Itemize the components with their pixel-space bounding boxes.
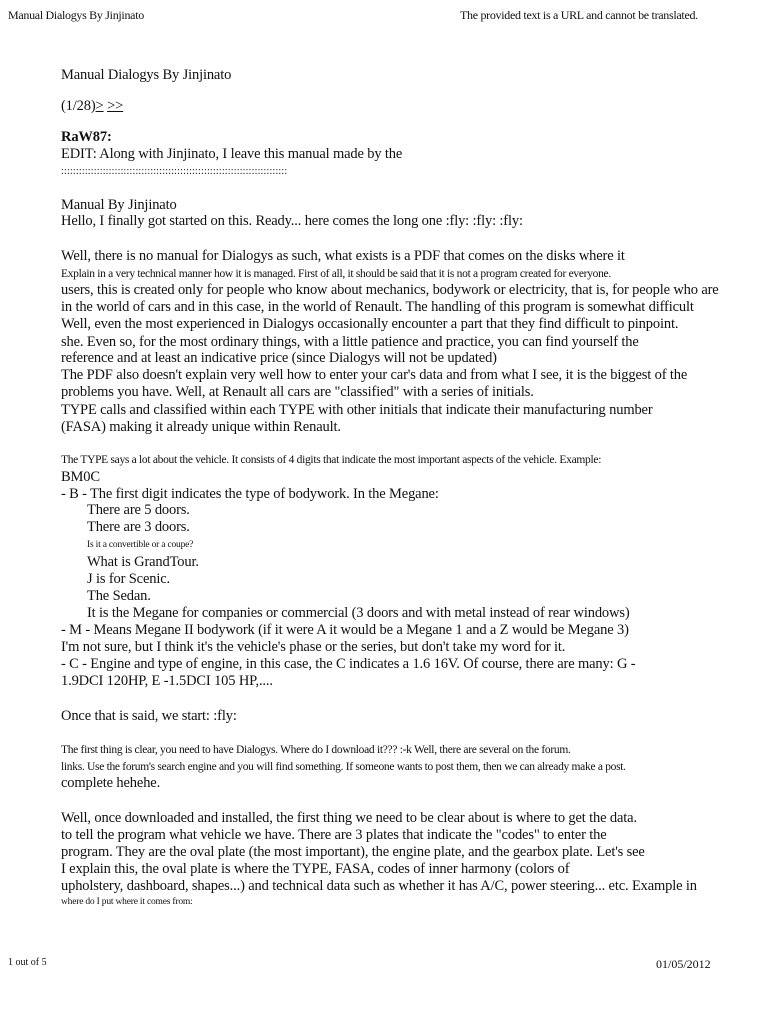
- start-line: Once that is said, we start: :fly:: [61, 708, 237, 724]
- plates-line: Well, once downloaded and installed, the first thing we need to be clear about is where to get the data.: [61, 810, 637, 826]
- footer-page-count: 1 out of 5: [8, 957, 47, 968]
- download-line: complete hehehe.: [61, 775, 161, 791]
- paragraph-line: TYPE calls and classified within each TYPE with other initials that indicate their manufacturing number: [61, 402, 653, 418]
- manual-title: Manual By Jinjinato: [61, 197, 177, 213]
- type-code: BM0C: [61, 469, 100, 485]
- paragraph-line: in the world of cars and in this case, in the world of Renault. The handling of this program is somewhat difficult: [61, 299, 694, 315]
- bodywork-item: What is GrandTour.: [87, 554, 199, 570]
- engine-line-2: 1.9DCI 120HP, E -1.5DCI 105 HP,....: [61, 673, 273, 689]
- bodywork-line: - B - The first digit indicates the type of bodywork. In the Megane:: [61, 486, 439, 502]
- bodywork-item: There are 3 doors.: [87, 519, 190, 535]
- download-line: The first thing is clear, you need to have Dialogys. Where do I download it??? :-k Well, there are several on the forum.: [61, 744, 571, 756]
- paragraph-line: Well, there is no manual for Dialogys as such, what exists is a PDF that comes on the disks where it: [61, 248, 625, 264]
- header-page-title: Manual Dialogys By Jinjinato: [8, 8, 144, 22]
- footer-date: 01/05/2012: [656, 957, 711, 971]
- bodywork-item: Is it a convertible or a coupe?: [87, 540, 194, 550]
- bodywork-item: The Sedan.: [87, 588, 151, 604]
- post-author: RaW87:: [61, 129, 112, 145]
- pagination: [61, 98, 123, 115]
- header-url-note: The provided text is a URL and cannot be translated.: [460, 8, 698, 22]
- document-title: Manual Dialogys By Jinjinato: [61, 67, 232, 83]
- paragraph-line: Explain in a very technical manner how it is managed. First of all, it should be said that it is not a program created for everyone.: [61, 268, 611, 280]
- next-page-link[interactable]: >: [95, 98, 104, 114]
- paragraph-line: reference and at least an indicative price (since Dialogys will not be updated): [61, 350, 497, 366]
- hello-line: Hello, I finally got started on this. Ready... here comes the long one :fly: :fly: :fly:: [61, 213, 523, 229]
- bodywork-item: There are 5 doors.: [87, 502, 190, 518]
- paragraph-line: problems you have. Well, at Renault all cars are "classified" with a series of initials.: [61, 384, 534, 400]
- paragraph-line: (FASA) making it already unique within Renault.: [61, 419, 341, 435]
- bodywork-item: It is the Megane for companies or commercial (3 doors and with metal instead of rear windows): [87, 605, 630, 621]
- megane-line: - M - Means Megane II bodywork (if it were A it would be a Megane 1 and a Z would be Megane 3): [61, 622, 629, 638]
- edit-note: EDIT: Along with Jinjinato, I leave this manual made by the: [61, 146, 403, 162]
- phase-line: I'm not sure, but I think it's the vehicle's phase or the series, but don't take my word for it.: [61, 639, 566, 655]
- download-line: links. Use the forum's search engine and you will find something. If someone wants to post them, then we can already make a post.: [61, 761, 626, 773]
- engine-line: - C - Engine and type of engine, in this case, the C indicates a 1.6 16V. Of course, there are many: G -: [61, 656, 636, 672]
- paragraph-line: Well, even the most experienced in Dialogys occasionally encounter a part that they find difficult to pinpoint.: [61, 316, 679, 332]
- plates-line: where do I put where it comes from:: [61, 897, 193, 907]
- plates-line: to tell the program what vehicle we have. There are 3 plates that indicate the "codes" to enter the: [61, 827, 607, 843]
- bodywork-item: J is for Scenic.: [87, 571, 170, 587]
- paragraph-line: she. Even so, for the most ordinary things, with a little patience and practice, you can find yourself the: [61, 334, 639, 350]
- separator-colons: ::::::::::::::::::::::::::::::::::::::::::::::::::::::::::::::::::::::::::::: [61, 166, 288, 177]
- page-indicator: (1/28): [61, 98, 96, 114]
- plates-line: I explain this, the oval plate is where the TYPE, FASA, codes of inner harmony (colors of: [61, 861, 570, 877]
- paragraph-line: The PDF also doesn't explain very well how to enter your car's data and from what I see, it is the biggest of the: [61, 367, 688, 383]
- last-page-link[interactable]: >>: [107, 98, 124, 114]
- type-intro: The TYPE says a lot about the vehicle. It consists of 4 digits that indicate the most important aspects of the vehicle. Example:: [61, 454, 602, 466]
- plates-line: upholstery, dashboard, shapes...) and technical data such as whether it has A/C, power steering... etc. Example in: [61, 878, 697, 894]
- plates-line: program. They are the oval plate (the most important), the engine plate, and the gearbox plate. Let's see: [61, 844, 645, 860]
- paragraph-line: users, this is created only for people who know about mechanics, bodywork or electricity, that is, for people who are: [61, 282, 719, 298]
